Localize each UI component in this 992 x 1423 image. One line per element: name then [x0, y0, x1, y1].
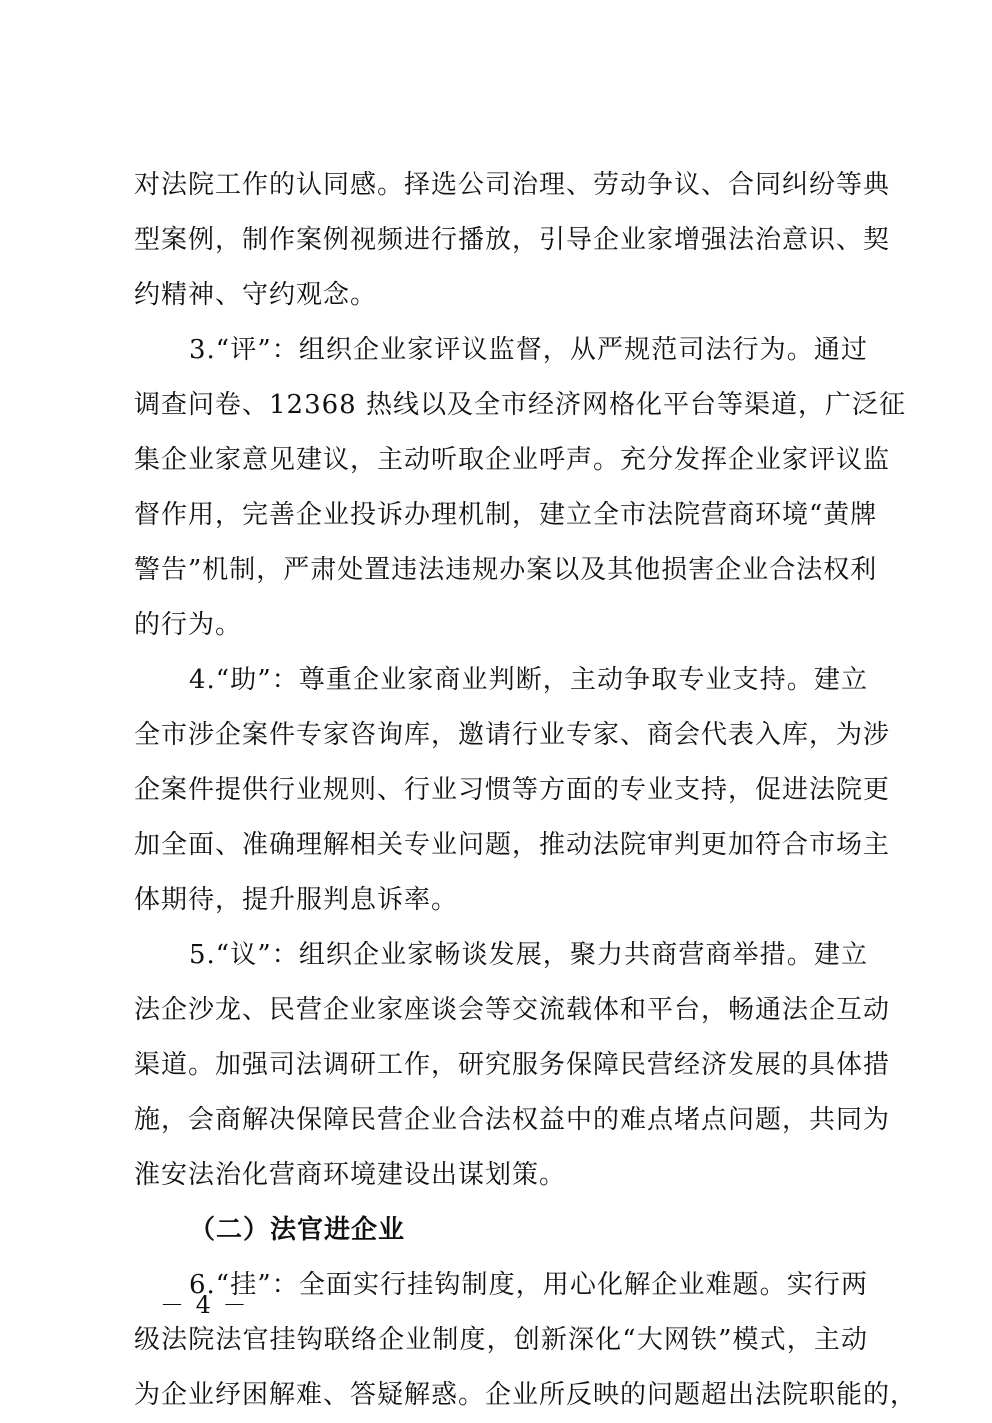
paragraph-line: 施，会商解决保障民营企业合法权益中的难点堵点问题，共同为 [134, 1105, 891, 1135]
paragraph-line: 淮安法治化营商环境建设出谋划策。 [134, 1160, 567, 1190]
paragraph-line: 为企业纾困解难、答疑解惑。企业所反映的问题超出法院职能的， [134, 1380, 918, 1410]
paragraph-line: 体期待，提升服判息诉率。 [134, 885, 459, 915]
paragraph-line: 集企业家意见建议，主动听取企业呼声。充分发挥企业家评议监 [134, 445, 891, 475]
paragraph-line: 级法院法官挂钩联络企业制度，创新深化“大网铁”模式，主动 [134, 1325, 868, 1355]
section-heading: （二）法官进企业 [189, 1215, 406, 1245]
paragraph-line: 型案例，制作案例视频进行播放，引导企业家增强法治意识、契 [134, 225, 891, 255]
document-body [134, 158, 918, 1423]
paragraph-line: 警告”机制，严肃处置违法违规办案以及其他损害企业合法权利 [134, 555, 878, 585]
paragraph-line: 加全面、准确理解相关专业问题，推动法院审判更加符合市场主 [134, 830, 891, 860]
paragraph-line: 对法院工作的认同感。择选公司治理、劳动争议、合同纠纷等典 [134, 170, 891, 200]
paragraph-line: 督作用，完善企业投诉办理机制，建立全市法院营商环境“黄牌 [134, 500, 878, 530]
paragraph-first-line: 6.“挂”：全面实行挂钩制度，用心化解企业难题。实行两 [189, 1270, 868, 1300]
paragraph-line: 渠道。加强司法调研工作，研究服务保障民营经济发展的具体措 [134, 1050, 891, 1080]
paragraph-line: 全市涉企案件专家咨询库，邀请行业专家、商会代表入库，为涉 [134, 720, 891, 750]
paragraph-first-line: 5.“议”：组织企业家畅谈发展，聚力共商营商举措。建立 [189, 940, 868, 970]
page-number: － 4 － [160, 1291, 249, 1319]
paragraph-line: 法企沙龙、民营企业家座谈会等交流载体和平台，畅通法企互动 [134, 995, 891, 1025]
paragraph-first-line: 4.“助”：尊重企业家商业判断，主动争取专业支持。建立 [189, 665, 868, 695]
paragraph-first-line: 3.“评”：组织企业家评议监督，从严规范司法行为。通过 [189, 335, 868, 365]
paragraph-line: 调查问卷、12368 热线以及全市经济网格化平台等渠道，广泛征 [134, 390, 906, 420]
paragraph-line: 约精神、守约观念。 [134, 280, 378, 310]
paragraph-line: 企案件提供行业规则、行业习惯等方面的专业支持，促进法院更 [134, 775, 891, 805]
paragraph-line: 的行为。 [134, 610, 243, 640]
